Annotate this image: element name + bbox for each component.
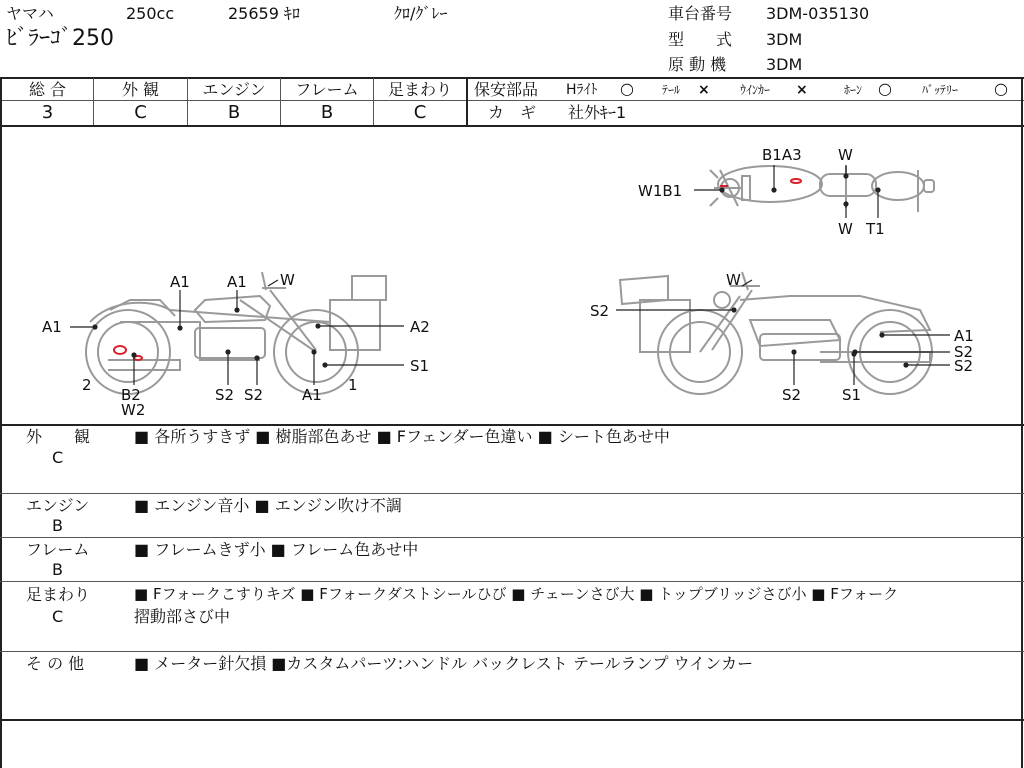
grade-suspension: C	[413, 102, 427, 123]
label-a1-front: A1	[42, 318, 62, 336]
label-t1: T1	[866, 220, 885, 238]
grade-header-engine: エンジン	[202, 80, 266, 99]
motorcycle-right-view	[620, 272, 932, 394]
safety-mark-winker: ×	[796, 82, 808, 98]
key-value: 社外ｷｰ1	[568, 103, 627, 122]
label-b1a3: B1A3	[762, 146, 802, 164]
remark-grade: C	[52, 448, 64, 467]
type-label: 型 式	[668, 30, 733, 49]
displacement: 250cc	[126, 4, 175, 23]
grade-header-exterior: 外 観	[121, 80, 160, 99]
label-a1-right: A1	[954, 327, 974, 345]
remark-text: ■ フレームきず小 ■ フレーム色あせ中	[134, 540, 419, 559]
grade-exterior: C	[134, 102, 147, 123]
safety-mark-battery: ○	[994, 79, 1008, 98]
divider	[0, 493, 1024, 494]
remark-text: ■ エンジン音小 ■ エンジン吹け不調	[134, 496, 402, 515]
engine-label: 原 動 機	[668, 55, 727, 74]
remark-label: フレーム	[26, 540, 90, 559]
model-name: ﾋﾞﾗｰｺﾞ250	[6, 26, 114, 51]
label-a1-mid1: A1	[170, 273, 190, 291]
remark-text: ■ メーター針欠損 ■カスタムパーツ:ハンドル バックレスト テールランプ ウインカー	[134, 654, 754, 673]
type-value: 3DM	[766, 30, 803, 49]
grade-engine: B	[227, 102, 241, 123]
engine-value: 3DM	[766, 55, 803, 74]
safety-item-battery: ﾊﾞｯﾃﾘｰ	[922, 83, 959, 97]
divider	[0, 719, 1024, 721]
grade-overall: 3	[41, 102, 54, 123]
frame-number: 3DM-035130	[766, 4, 870, 23]
grade-header-overall: 総 合	[28, 80, 67, 99]
remark-label: 外 観	[26, 427, 91, 446]
damage-mark-front-wheel	[114, 346, 126, 354]
frame-number-label: 車台番号	[668, 4, 733, 23]
divider	[0, 424, 1024, 426]
label-w-bottom: W	[838, 220, 853, 238]
safety-label: 保安部品	[474, 80, 539, 99]
remark-label: エンジン	[26, 496, 90, 515]
mileage: 25659 ｷﾛ	[228, 4, 300, 23]
label-a2: A2	[410, 318, 430, 336]
grade-frame: B	[320, 102, 334, 123]
remark-grade: B	[52, 560, 63, 579]
grade-header-frame: フレーム	[295, 80, 359, 99]
label-s1-left: S1	[410, 357, 430, 375]
label-w-top: W	[838, 146, 853, 164]
key-label: カ ギ	[488, 103, 537, 122]
label-a1-bottom: A1	[302, 386, 322, 404]
safety-item-tail: ﾃｰﾙ	[662, 83, 681, 97]
damage-marks	[114, 179, 801, 360]
remark-grade: B	[52, 516, 63, 535]
label-w-left: W	[280, 271, 295, 289]
label-s2-right-1: S2	[954, 343, 974, 361]
label-s2-right-top: S2	[590, 302, 610, 320]
remark-text: ■ 各所うすきず ■ 樹脂部色あせ ■ Fフェンダー色違い ■ シート色あせ中	[134, 427, 670, 446]
divider	[0, 651, 1024, 652]
label-w2: W2	[121, 401, 146, 419]
safety-mark-headlight: ○	[620, 79, 634, 98]
label-w1b1: W1B1	[638, 182, 683, 200]
maker: ヤマハ	[6, 4, 54, 23]
divider	[0, 581, 1024, 582]
safety-mark-tail: ×	[698, 82, 710, 98]
label-s2-left-b: S2	[244, 386, 264, 404]
remark-label: 足まわり	[26, 585, 91, 604]
safety-item-horn: ﾎｰﾝ	[844, 83, 863, 97]
safety-mark-horn: ○	[878, 79, 892, 98]
remark-grade: C	[52, 607, 64, 626]
motorcycle-top-view	[710, 166, 934, 212]
divider	[0, 537, 1024, 538]
remark-text-continued: 摺動部さび中	[134, 607, 231, 626]
label-s2-right-bottom: S2	[782, 386, 802, 404]
grade-header-suspension: 足まわり	[387, 80, 452, 99]
label-b2: B2	[121, 386, 141, 404]
label-num-2: 2	[82, 376, 92, 394]
label-w-right: W	[726, 271, 741, 289]
damage-mark-tank	[791, 179, 801, 183]
label-s2-left-a: S2	[215, 386, 235, 404]
label-s1-right-bottom: S1	[842, 386, 862, 404]
color: ｸﾛ/ｸﾞﾚｰ	[394, 4, 448, 23]
remark-text: ■ Fフォークこすりキズ ■ Fフォークダストシールひび ■ チェーンさび大 ■ トップブリッジさび小 ■ Fフォーク	[134, 585, 899, 603]
safety-item-headlight: Hﾗｲﾄ	[566, 82, 598, 98]
label-a1-mid2: A1	[227, 273, 247, 291]
label-s2-right-2: S2	[954, 357, 974, 375]
safety-item-winker: ｳｲﾝｶｰ	[740, 83, 771, 97]
remark-label: そ の 他	[26, 654, 85, 673]
label-num-1: 1	[348, 376, 358, 394]
